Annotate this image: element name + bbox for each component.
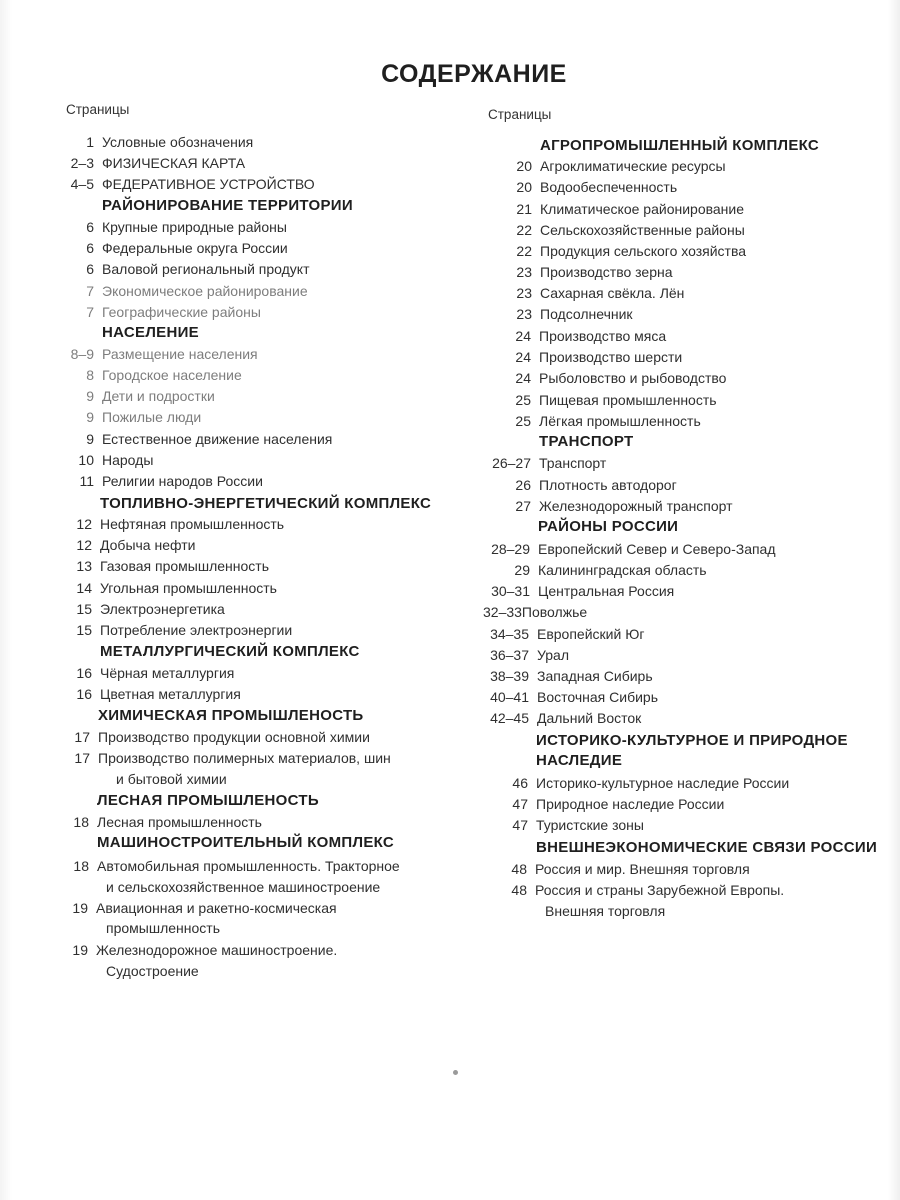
toc-entry[interactable]: 16 Чёрная металлургия — [76, 665, 235, 681]
toc-entry[interactable]: 4–5 ФЕДЕРАТИВНОЕ УСТРОЙСТВО — [70, 176, 315, 192]
section-heading: ВНЕШНЕЭКОНОМИЧЕСКИЕ СВЯЗИ РОССИИ — [536, 839, 878, 856]
toc-entry[interactable]: 47 Туристские зоны — [512, 817, 644, 833]
toc-entry[interactable]: 36–37 Урал — [490, 647, 570, 663]
toc-entry[interactable]: 28–29 Европейский Север и Северо-Запад — [491, 541, 776, 557]
toc-entry[interactable]: 25 Лёгкая промышленность — [515, 413, 701, 429]
toc-entry[interactable]: 27 Железнодорожный транспорт — [515, 498, 733, 514]
toc-entry[interactable]: 15 Электроэнергетика — [76, 601, 225, 617]
section-heading: РАЙОНЫ РОССИИ — [538, 518, 679, 535]
toc-entry[interactable]: 34–35 Европейский Юг — [490, 626, 645, 642]
toc-entry[interactable]: 9 Пожилые люди — [86, 409, 202, 425]
toc-entry-continuation: и бытовой химии — [116, 771, 227, 787]
toc-entry[interactable]: 10 Народы — [78, 452, 154, 468]
toc-entry[interactable]: 6 Валовой региональный продукт — [86, 261, 310, 277]
toc-entry-continuation: промышленность — [106, 920, 220, 936]
right-column-header: Страницы — [488, 107, 552, 122]
toc-entry[interactable]: 38–39 Западная Сибирь — [490, 668, 653, 684]
section-heading: РАЙОНИРОВАНИЕ ТЕРРИТОРИИ — [102, 197, 353, 214]
toc-entry-continuation: и сельскохозяйственное машиностроение — [106, 879, 381, 895]
toc-entry[interactable]: 23 Сахарная свёкла. Лён — [516, 285, 685, 301]
toc-entry[interactable]: 19 Авиационная и ракетно-космическая — [72, 900, 337, 916]
toc-entry[interactable]: 25 Пищевая промышленность — [515, 392, 717, 408]
section-heading: МЕТАЛЛУРГИЧЕСКИЙ КОМПЛЕКС — [100, 643, 360, 660]
left-column-header: Страницы — [66, 102, 130, 117]
section-heading: ЛЕСНАЯ ПРОМЫШЛЕНОСТЬ — [97, 792, 319, 809]
toc-entry[interactable]: 26 Плотность автодорог — [515, 477, 677, 493]
section-heading: АГРОПРОМЫШЛЕННЫЙ КОМПЛЕКС — [540, 137, 820, 154]
toc-entry[interactable]: 23 Производство зерна — [516, 264, 673, 280]
toc-entry[interactable]: 14 Угольная промышленность — [76, 580, 277, 596]
toc-entry[interactable]: 7 Экономическое районирование — [86, 283, 308, 299]
toc-entry[interactable]: 13 Газовая промышленность — [76, 558, 269, 574]
toc-entry[interactable]: 21 Климатическое районирование — [516, 201, 745, 217]
toc-entry[interactable]: 23 Подсолнечник — [516, 306, 633, 322]
toc-entry[interactable]: 8 Городское население — [86, 367, 242, 383]
toc-entry[interactable]: 24 Рыболовство и рыбоводство — [515, 370, 727, 386]
toc-entry[interactable]: 7 Географические районы — [86, 304, 261, 320]
page-title: СОДЕРЖАНИЕ — [381, 60, 567, 88]
toc-entry[interactable]: 32–33Поволжье — [483, 604, 588, 620]
toc-entry[interactable]: 11 Религии народов России — [79, 473, 263, 489]
toc-entry[interactable]: 24 Производство мяса — [515, 328, 667, 344]
toc-entry[interactable]: 17 Производство продукции основной химии — [74, 729, 370, 745]
toc-entry[interactable]: 16 Цветная металлургия — [76, 686, 241, 702]
section-heading: ТРАНСПОРТ — [539, 433, 634, 450]
toc-entry-continuation: Внешняя торговля — [545, 903, 666, 919]
toc-entry[interactable]: 24 Производство шерсти — [515, 349, 683, 365]
toc-entry[interactable]: 22 Продукция сельского хозяйства — [516, 243, 747, 259]
toc-entry[interactable]: 26–27 Транспорт — [492, 455, 607, 471]
toc-entry[interactable]: 6 Федеральные округа России — [86, 240, 288, 256]
toc-entry[interactable]: 42–45 Дальний Восток — [490, 710, 642, 726]
toc-entry[interactable]: 46 Историко-культурное наследие России — [512, 775, 790, 791]
toc-entry[interactable]: 47 Природное наследие России — [512, 796, 725, 812]
section-heading-continuation: НАСЛЕДИЕ — [536, 752, 623, 769]
section-heading: ИСТОРИКО-КУЛЬТУРНОЕ И ПРИРОДНОЕ — [536, 732, 848, 749]
section-heading: ТОПЛИВНО-ЭНЕРГЕТИЧЕСКИЙ КОМПЛЕКС — [100, 495, 432, 512]
toc-entry[interactable]: 22 Сельскохозяйственные районы — [516, 222, 745, 238]
toc-entry[interactable]: 8–9 Размещение населения — [70, 346, 258, 362]
toc-entry[interactable]: 40–41 Восточная Сибирь — [490, 689, 658, 705]
toc-entry[interactable]: 48 Россия и мир. Внешняя торговля — [511, 861, 750, 877]
toc-entry[interactable]: 20 Водообеспеченность — [516, 179, 678, 195]
toc-entry[interactable]: 17 Производство полимерных материалов, шин — [74, 750, 391, 766]
toc-entry[interactable]: 9 Естественное движение населения — [86, 431, 333, 447]
section-heading: НАСЕЛЕНИЕ — [102, 324, 199, 341]
section-heading: МАШИНОСТРОИТЕЛЬНЫЙ КОМПЛЕКС — [97, 834, 395, 851]
toc-entry[interactable]: 12 Нефтяная промышленность — [76, 516, 285, 532]
toc-entry[interactable]: 29 Калининградская область — [514, 562, 707, 578]
toc-entry[interactable]: 18 Лесная промышленность — [73, 814, 262, 830]
toc-entry[interactable]: 48 Россия и страны Зарубежной Европы. — [511, 882, 785, 898]
toc-entry[interactable]: 15 Потребление электроэнергии — [76, 622, 293, 638]
toc-entry[interactable]: 2–3 ФИЗИЧЕСКАЯ КАРТА — [70, 155, 246, 171]
toc-entry[interactable]: 18 Автомобильная промышленность. Тракторное — [73, 858, 400, 874]
section-heading: ХИМИЧЕСКАЯ ПРОМЫШЛЕНОСТЬ — [98, 707, 364, 724]
toc-entry[interactable]: 1 Условные обозначения — [86, 134, 254, 150]
toc-entry-continuation: Судостроение — [106, 963, 199, 979]
toc-entry[interactable]: 9 Дети и подростки — [86, 388, 215, 404]
toc-entry[interactable]: 20 Агроклиматические ресурсы — [516, 158, 726, 174]
toc-entry[interactable]: 6 Крупные природные районы — [86, 219, 287, 235]
toc-entry[interactable]: 19 Железнодорожное машиностроение. — [72, 942, 338, 958]
toc-entry[interactable]: 30–31 Центральная Россия — [491, 583, 675, 599]
print-speck — [453, 1070, 458, 1075]
toc-entry[interactable]: 12 Добыча нефти — [76, 537, 196, 553]
